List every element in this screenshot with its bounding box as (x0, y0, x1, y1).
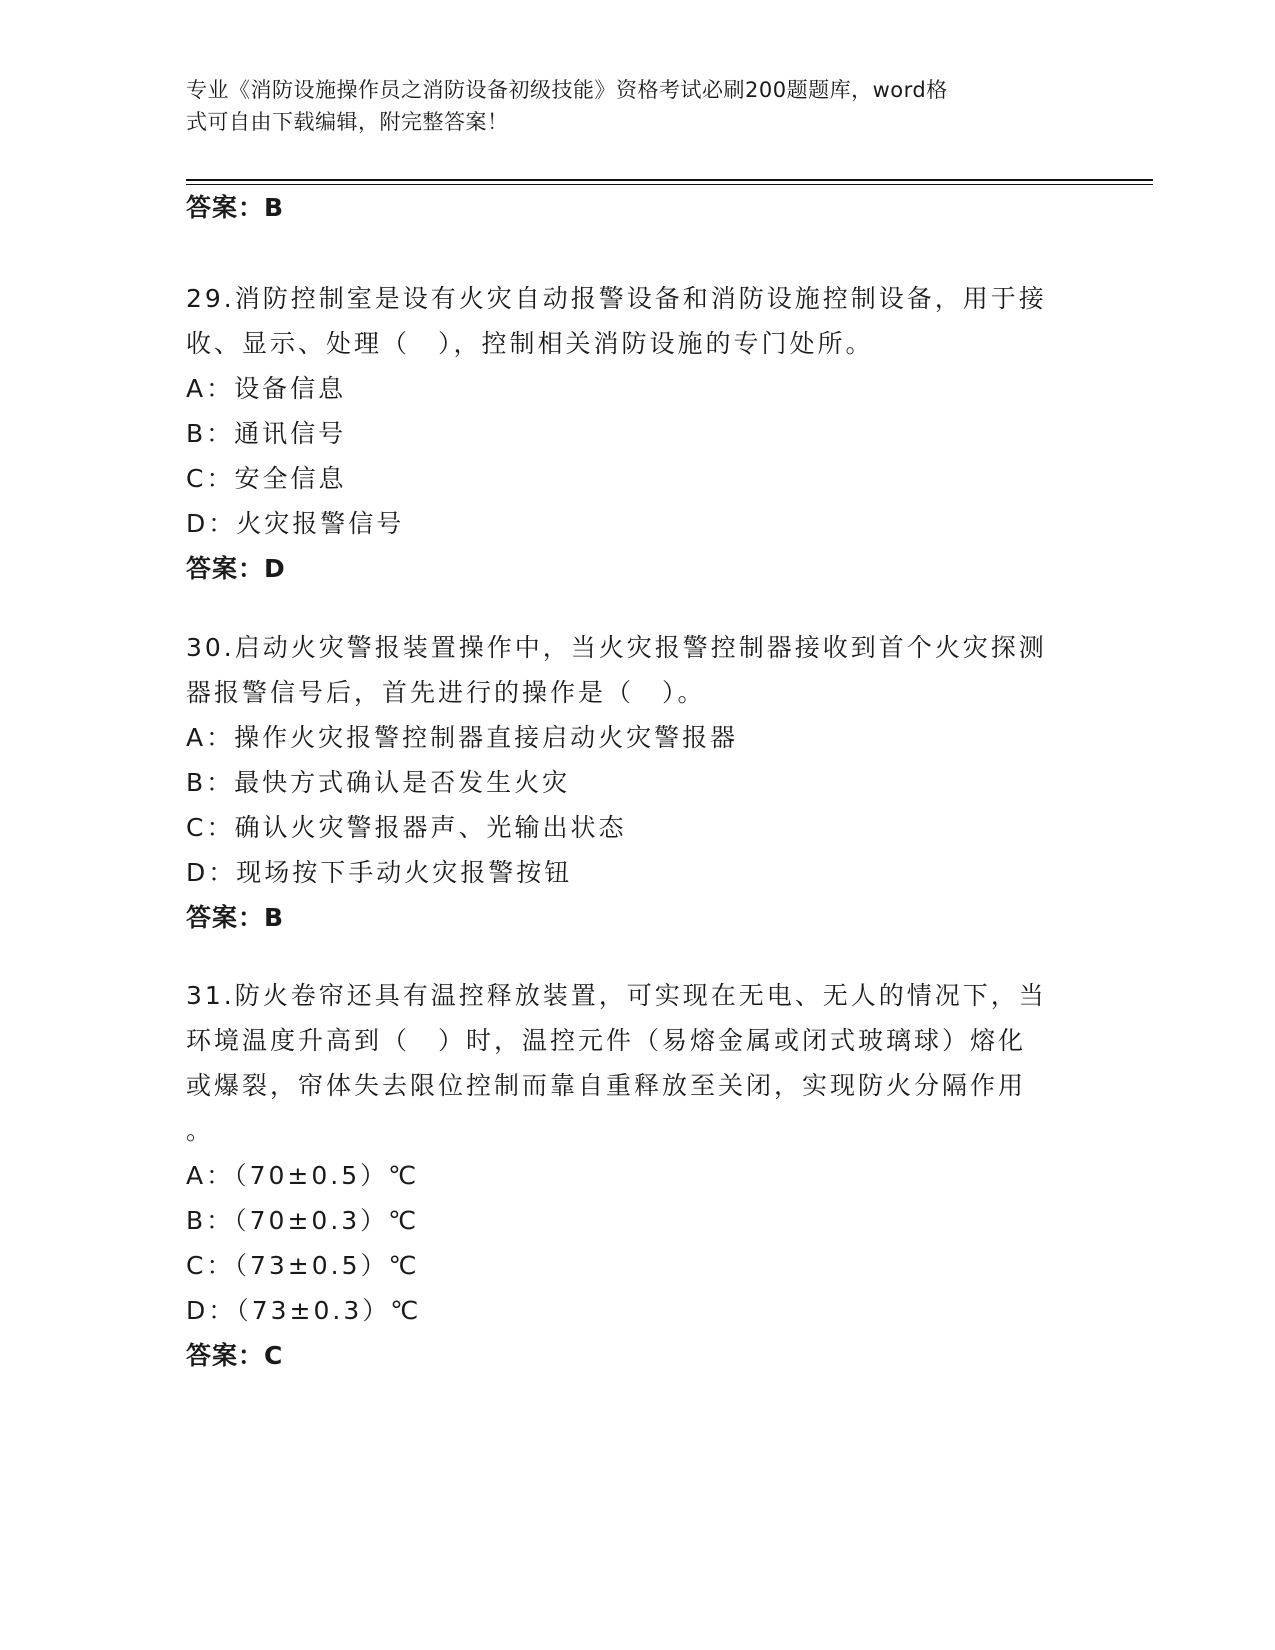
option-d: D：（73±0.3）℃ (186, 1296, 422, 1325)
question-31 (186, 973, 1076, 1378)
header-line-2: 式可自由下载编辑，附完整答案！ (186, 110, 509, 134)
question-29 (186, 276, 1076, 591)
option-c: C：安全信息 (186, 464, 347, 493)
question-stem-line: 29.消防控制室是设有火灾自动报警设备和消防设施控制设备，用于接 (186, 284, 1047, 313)
answer: 答案：C (186, 1341, 284, 1370)
option-b: B：（70±0.3）℃ (186, 1206, 420, 1235)
option-b: B：最快方式确认是否发生火灾 (186, 768, 571, 797)
question-stem-line: 收、显示、处理（ ），控制相关消防设施的专门处所。 (186, 329, 874, 358)
option-b: B：通讯信号 (186, 419, 347, 448)
option-a: A：设备信息 (186, 374, 347, 403)
option-c: C：确认火灾警报器声、光输出状态 (186, 813, 627, 842)
previous-answer: 答案：B (186, 193, 285, 222)
option-a: A：（70±0.5）℃ (186, 1161, 420, 1190)
question-30 (186, 625, 1076, 940)
question-stem-line: 环境温度升高到（ ）时，温控元件（易熔金属或闭式玻璃球）熔化 (186, 1026, 1027, 1055)
question-stem-line: 或爆裂，帘体失去限位控制而靠自重释放至关闭，实现防火分隔作用 (186, 1071, 1027, 1100)
header-line-1: 专业《消防设施操作员之消防设备初级技能》资格考试必刷200题题库，word格 (186, 78, 948, 102)
question-stem-line: 器报警信号后，首先进行的操作是（ ）。 (186, 678, 706, 707)
question-stem-line: 30.启动火灾警报装置操作中，当火灾报警控制器接收到首个火灾探测 (186, 633, 1047, 662)
answer: 答案：D (186, 554, 286, 583)
option-d: D：现场按下手动火灾报警按钮 (186, 858, 573, 887)
option-d: D：火灾报警信号 (186, 509, 405, 538)
question-stem-line: 。 (186, 1116, 215, 1145)
question-stem-line: 31.防火卷帘还具有温控释放装置，可实现在无电、无人的情况下，当 (186, 981, 1047, 1010)
document-header (186, 74, 1076, 138)
answer: 答案：B (186, 903, 285, 932)
header-divider-thick (186, 179, 1153, 181)
header-divider-thin (186, 184, 1153, 185)
option-a: A：操作火灾报警控制器直接启动火灾警报器 (186, 723, 739, 752)
option-c: C：（73±0.5）℃ (186, 1251, 420, 1280)
